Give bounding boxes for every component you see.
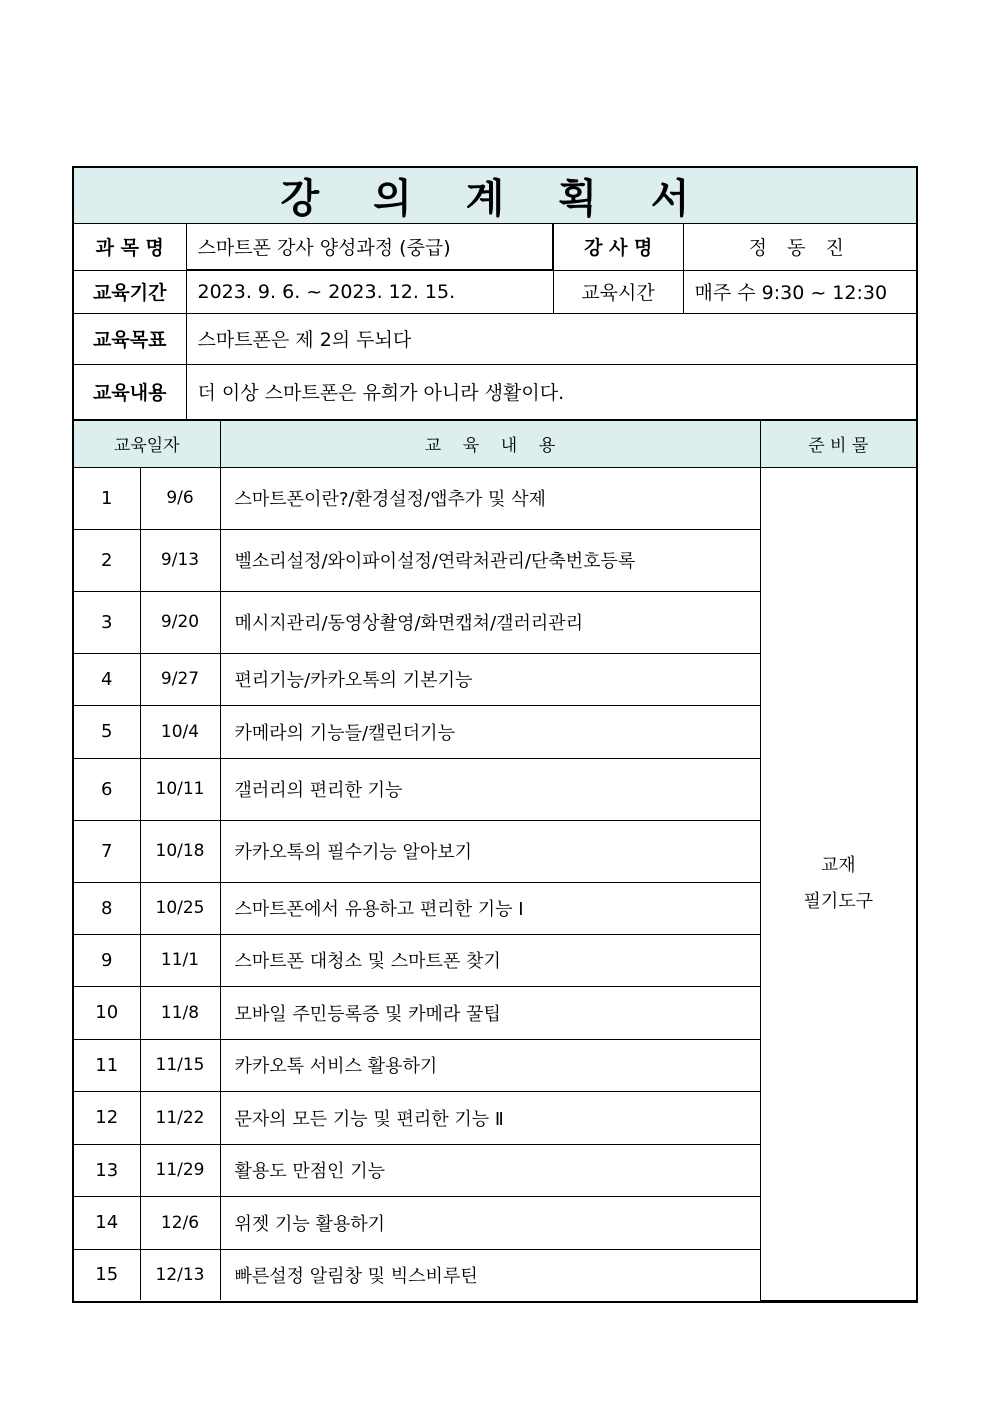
session-date: 11/29 <box>140 1144 220 1196</box>
course-name-value: 스마트폰 강사 양성과정 (중급) <box>186 224 553 270</box>
time-label: 교육시간 <box>553 270 683 313</box>
course-name-label: 과 목 명 <box>74 224 186 270</box>
session-date: 9/13 <box>140 529 220 591</box>
supplies-cell <box>760 467 916 1300</box>
session-number: 10 <box>74 986 140 1039</box>
session-content: 카카오톡 서비스 활용하기 <box>220 1039 760 1091</box>
session-number: 2 <box>74 529 140 591</box>
document-title: 강 의 계 획 서 <box>74 168 916 224</box>
session-number: 8 <box>74 882 140 934</box>
session-content: 편리기능/카카오톡의 기본기능 <box>220 653 760 705</box>
session-number: 5 <box>74 705 140 758</box>
session-content: 벨소리설정/와이파이설정/연락처관리/단축번호등록 <box>220 529 760 591</box>
session-content: 위젯 기능 활용하기 <box>220 1196 760 1249</box>
course-info-table <box>74 224 916 420</box>
period-label: 교육기간 <box>74 270 186 313</box>
session-date: 11/1 <box>140 934 220 986</box>
schedule-row <box>74 467 916 529</box>
header-date: 교육일자 <box>74 420 220 467</box>
session-number: 14 <box>74 1196 140 1249</box>
session-content: 빠른설정 알림창 및 빅스비루틴 <box>220 1249 760 1300</box>
session-content: 카카오톡의 필수기능 알아보기 <box>220 820 760 882</box>
schedule-table <box>74 420 916 1301</box>
supplies-item: 교재 <box>820 854 856 876</box>
session-number: 15 <box>74 1249 140 1300</box>
session-content: 메시지관리/동영상촬영/화면캡쳐/갤러리관리 <box>220 591 760 653</box>
goal-value: 스마트폰은 제 2의 두뇌다 <box>186 313 916 364</box>
session-date: 11/15 <box>140 1039 220 1091</box>
session-content: 스마트폰에서 유용하고 편리한 기능 Ⅰ <box>220 882 760 934</box>
session-number: 13 <box>74 1144 140 1196</box>
session-date: 9/27 <box>140 653 220 705</box>
session-date: 10/25 <box>140 882 220 934</box>
instructor-label: 강 사 명 <box>553 224 683 270</box>
session-date: 12/13 <box>140 1249 220 1300</box>
period-value: 2023. 9. 6. ~ 2023. 12. 15. <box>186 270 553 313</box>
session-content: 문자의 모든 기능 및 편리한 기능 Ⅱ <box>220 1091 760 1144</box>
header-content: 교 육 내 용 <box>220 420 760 467</box>
content-value: 더 이상 스마트폰은 유희가 아니라 생활이다. <box>186 364 916 419</box>
session-date: 10/11 <box>140 758 220 820</box>
session-number: 12 <box>74 1091 140 1144</box>
header-supplies: 준 비 물 <box>760 420 916 467</box>
content-label: 교육내용 <box>74 364 186 419</box>
session-date: 10/18 <box>140 820 220 882</box>
session-date: 9/6 <box>140 467 220 529</box>
time-value: 매주 수 9:30 ~ 12:30 <box>683 270 916 313</box>
session-date: 10/4 <box>140 705 220 758</box>
session-number: 4 <box>74 653 140 705</box>
session-number: 7 <box>74 820 140 882</box>
session-content: 모바일 주민등록증 및 카메라 꿀팁 <box>220 986 760 1039</box>
session-number: 9 <box>74 934 140 986</box>
session-content: 갤러리의 편리한 기능 <box>220 758 760 820</box>
session-content: 활용도 만점인 기능 <box>220 1144 760 1196</box>
goal-label: 교육목표 <box>74 313 186 364</box>
session-number: 11 <box>74 1039 140 1091</box>
session-number: 6 <box>74 758 140 820</box>
session-content: 스마트폰 대청소 및 스마트폰 찾기 <box>220 934 760 986</box>
session-date: 9/20 <box>140 591 220 653</box>
supplies-item: 필기도구 <box>803 890 874 912</box>
lecture-plan-document <box>72 166 918 1303</box>
instructor-value: 정 동 진 <box>683 224 916 270</box>
session-number: 3 <box>74 591 140 653</box>
session-date: 11/22 <box>140 1091 220 1144</box>
session-date: 12/6 <box>140 1196 220 1249</box>
session-date: 11/8 <box>140 986 220 1039</box>
session-content: 스마트폰이란?/환경설정/앱추가 및 삭제 <box>220 467 760 529</box>
session-content: 카메라의 기능들/캘린더기능 <box>220 705 760 758</box>
session-number: 1 <box>74 467 140 529</box>
